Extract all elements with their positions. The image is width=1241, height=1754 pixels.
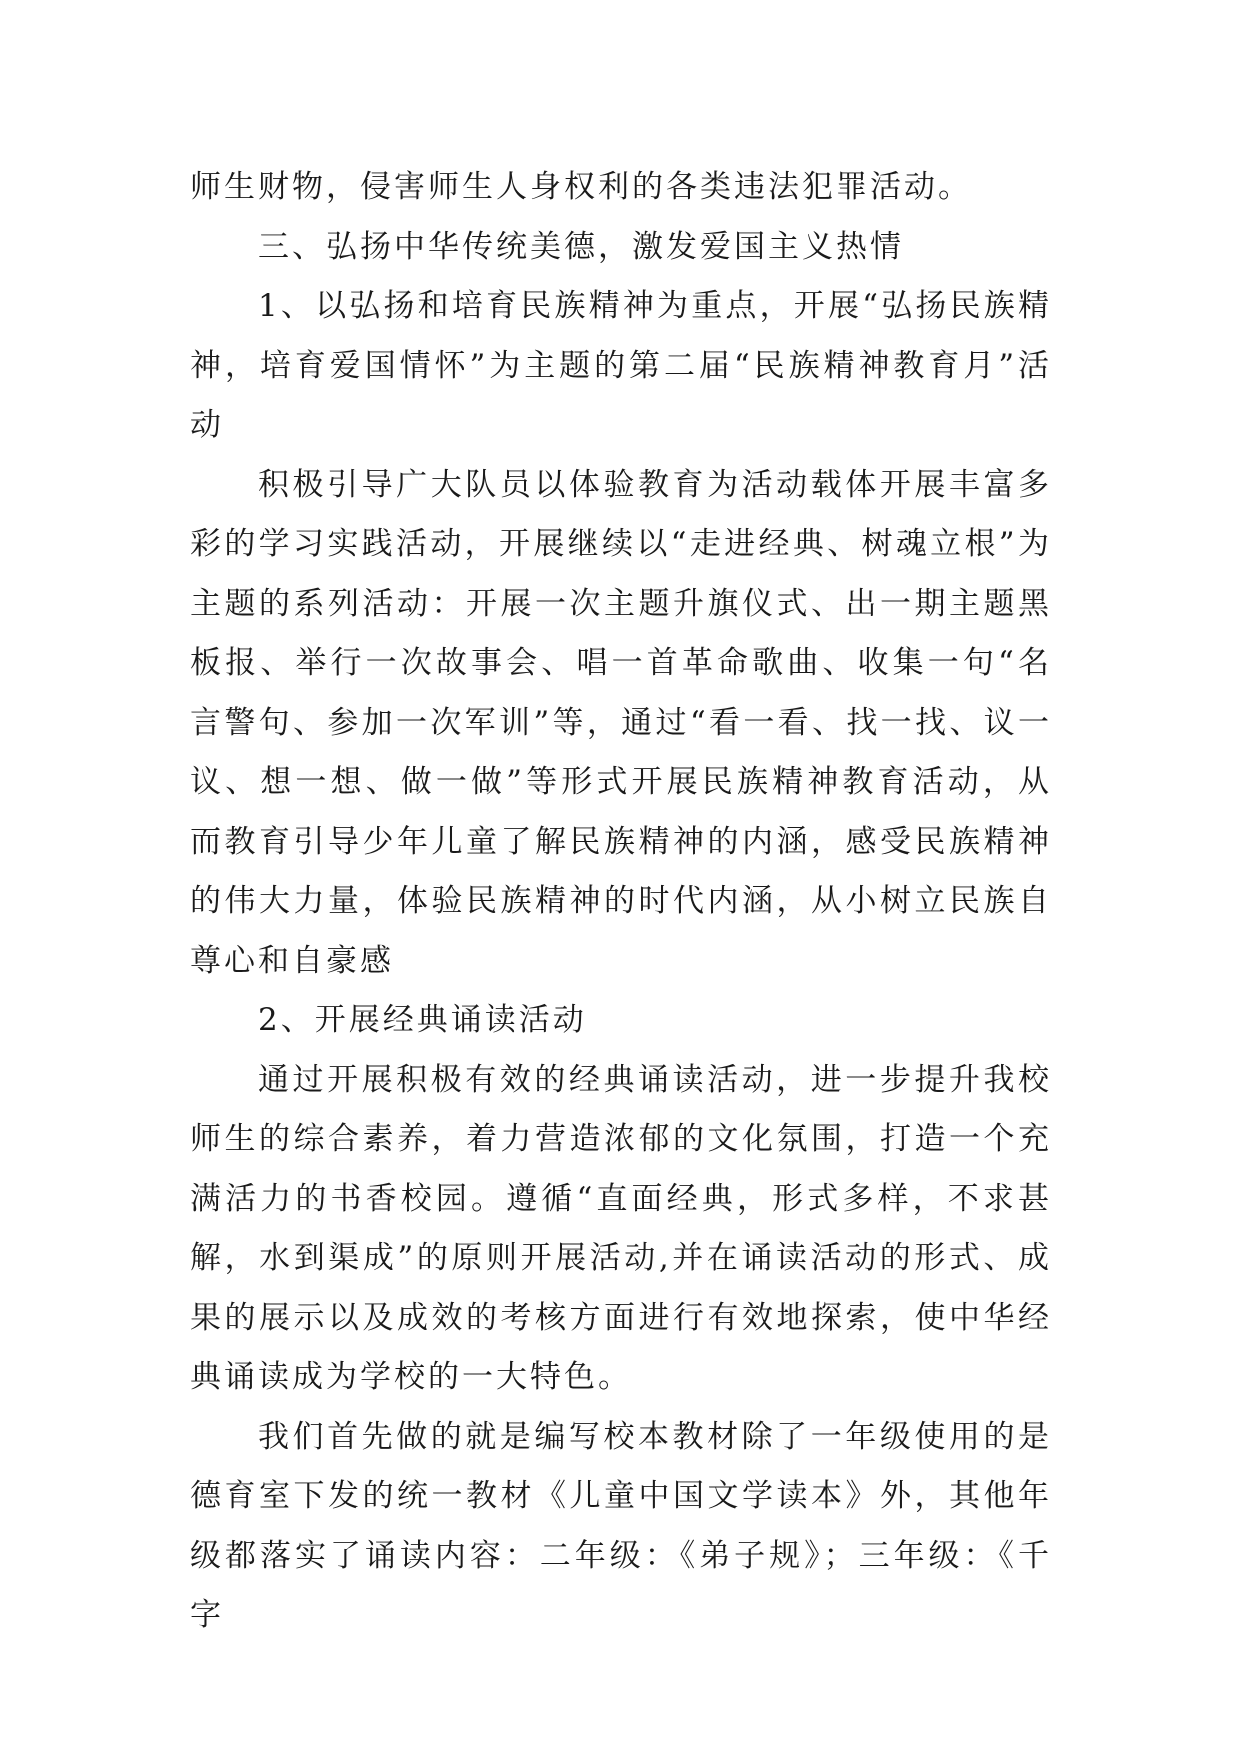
document-body [190, 158, 1052, 1646]
paragraph-body-2: 通过开展积极有效的经典诵读活动，进一步提升我校师生的综合素养，着力营造浓郁的文化氛围，打造一个充满活力的书香校园。遵循“直面经典，形式多样，不求甚解，水到渠成”的原则开展活动,并在诵读活动的形式、成果的展示以及成效的考核方面进行有效地探索，使中华经典诵读成为学校的一大特色。 [190, 1061, 1052, 1395]
paragraph-body-1: 积极引导广大队员以体验教育为活动载体开展丰富多彩的学习实践活动，开展继续以“走进经典、树魂立根”为主题的系列活动：开展一次主题升旗仪式、出一期主题黑板报、举行一次故事会、唱一首革命歌曲、收集一句“名言警句、参加一次军训”等，通过“看一看、找一找、议一议、想一想、做一做”等形式开展民族精神教育活动，从而教育引导少年儿童了解民族精神的内涵，感受民族精神的伟大力量，体验民族精神的时代内涵，从小树立民族自尊心和自豪感 [190, 466, 1052, 979]
subsection-heading-1: 1、以弘扬和培育民族精神为重点，开展“弘扬民族精神，培育爱国情怀”为主题的第二届“民族精神教育月”活动 [190, 288, 1052, 443]
section-heading: 三、弘扬中华传统美德，激发爱国主义热情 [258, 228, 904, 265]
paragraph-body-3: 我们首先做的就是编写校本教材除了一年级使用的是德育室下发的统一教材《儿童中国文学读本》外，其他年级都落实了诵读内容：二年级：《弟子规》；三年级：《千字 [190, 1418, 1052, 1633]
paragraph-continuation: 师生财物，侵害师生人身权利的各类违法犯罪活动。 [190, 169, 972, 205]
subsection-heading-2: 2、开展经典诵读活动 [258, 1002, 587, 1038]
